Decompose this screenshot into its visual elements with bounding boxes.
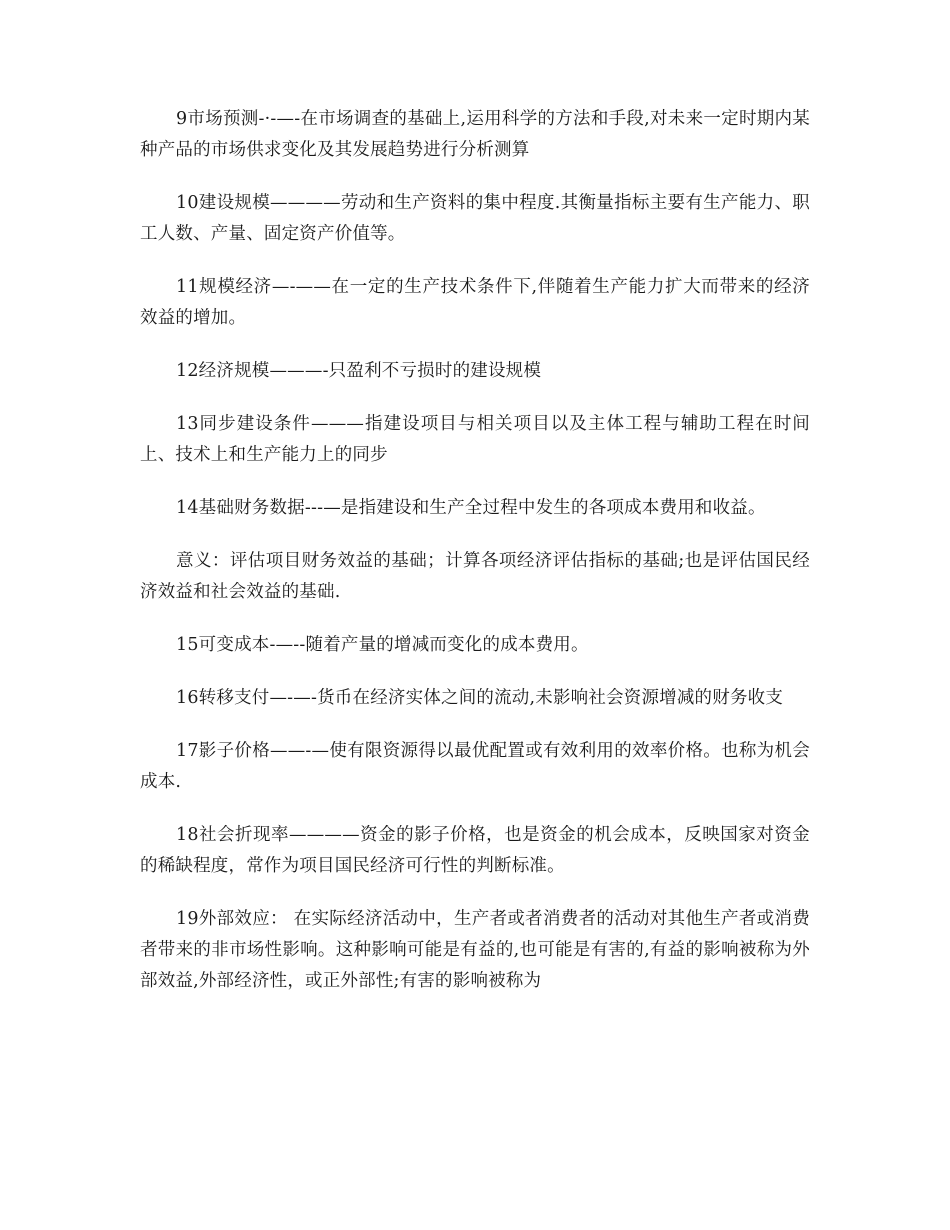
paragraph-synchronous-conditions: 13同步建设条件———指建设项目与相关项目以及主体工程与辅助工程在时间上、技术上和生产能力上的同步: [140, 414, 810, 465]
paragraph-significance: 意义：评估项目财务效益的基础；计算各项经济评估指标的基础;也是评估国民经济效益和社会效益的基础.: [140, 551, 810, 602]
paragraph-economic-scale: 12经济规模———-只盈利不亏损时的建设规模: [176, 361, 542, 381]
document-body: [140, 104, 810, 1019]
paragraph-external-effect: 19外部效应： 在实际经济活动中，生产者或者消费者的活动对其他生产者或消费者带来的非市场性影响。这种影响可能是有益的,也可能是有害的,有益的影响被称为外部效益,外部经济性，或正外部性;有害的影响被称为: [140, 909, 810, 991]
paragraph-construction-scale: 10建设规模————劳动和生产资料的集中程度.其衡量指标主要有生产能力、职工人数、产量、固定资产价值等。: [140, 193, 810, 244]
paragraph-shadow-price: 17影子价格——-—使有限资源得以最优配置或有效利用的效率价格。也称为机会成本.: [140, 741, 810, 792]
paragraph-basic-financial-data: 14基础财务数据---—是指建设和生产全过程中发生的各项成本费用和收益。: [176, 498, 766, 518]
paragraph-social-discount-rate: 18社会折现率————资金的影子价格，也是资金的机会成本，反映国家对资金的稀缺程度，常作为项目国民经济可行性的判断标准。: [140, 825, 810, 876]
paragraph-economies-of-scale: 11规模经济—-——在一定的生产技术条件下,伴随着生产能力扩大而带来的经济效益的增加。: [140, 277, 810, 328]
paragraph-variable-cost: 15可变成本-—--随着产量的增减而变化的成本费用。: [176, 635, 589, 655]
paragraph-transfer-payment: 16转移支付—-—-货币在经济实体之间的流动,未影响社会资源增减的财务收支: [176, 688, 784, 708]
paragraph-market-forecast: 9市场预测-·-—-在市场调查的基础上,运用科学的方法和手段,对未来一定时期内某种产品的市场供求变化及其发展趋势进行分析测算: [140, 109, 810, 160]
